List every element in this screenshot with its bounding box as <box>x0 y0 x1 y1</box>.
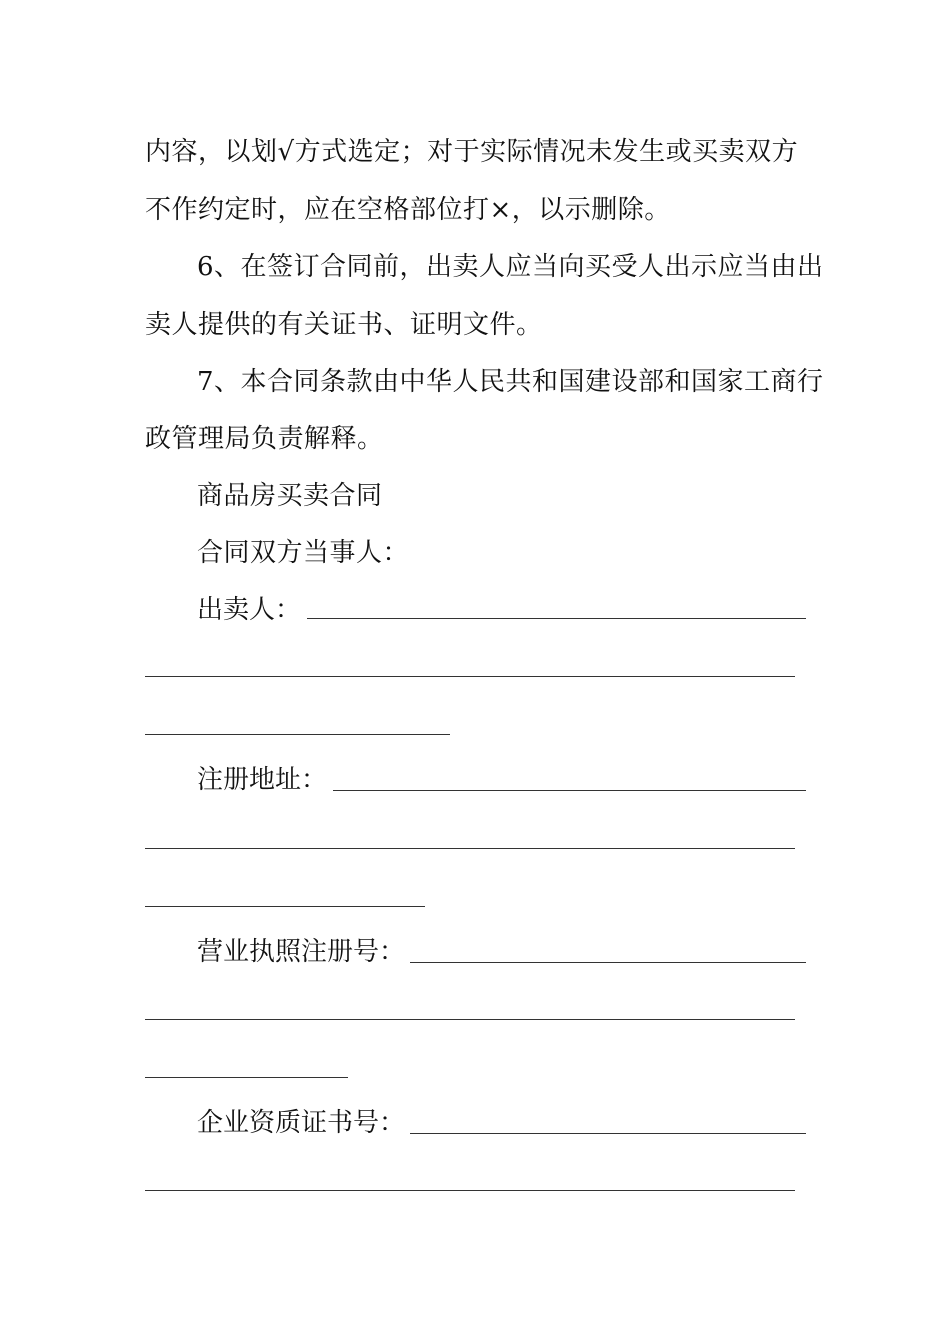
qualification-certificate-label: 企业资质证书号： <box>197 1108 406 1138</box>
paragraph-6-line-2: 卖人提供的有关证书、证明文件。 <box>145 310 543 340</box>
business-license-blank-line-3[interactable] <box>145 1077 348 1078</box>
business-license-blank-line-2[interactable] <box>145 1019 795 1020</box>
seller-blank-line-1[interactable] <box>307 618 806 619</box>
business-license-blank-line-1[interactable] <box>410 962 806 963</box>
parties-heading: 合同双方当事人： <box>197 538 410 568</box>
paragraph-6-line-1: 6、在签订合同前，出卖人应当向买受人出示应当由出 <box>197 252 824 282</box>
registered-address-blank-line-3[interactable] <box>145 906 425 907</box>
business-license-label: 营业执照注册号： <box>197 937 406 967</box>
registered-address-blank-line-2[interactable] <box>145 848 795 849</box>
qualification-certificate-blank-line-1[interactable] <box>410 1133 806 1134</box>
registered-address-label: 注册地址： <box>197 765 328 795</box>
seller-label: 出卖人： <box>197 595 302 625</box>
registered-address-blank-line-1[interactable] <box>333 790 806 791</box>
paragraph-5-continuation-line-1: 内容，以划√方式选定；对于实际情况未发生或买卖双方 <box>145 137 799 167</box>
paragraph-7-line-2: 政管理局负责解释。 <box>145 424 384 454</box>
paragraph-5-continuation-line-2: 不作约定时，应在空格部位打×，以示删除。 <box>145 195 671 225</box>
seller-blank-line-3[interactable] <box>145 734 450 735</box>
qualification-certificate-blank-line-2[interactable] <box>145 1190 795 1191</box>
paragraph-7-line-1: 7、本合同条款由中华人民共和国建设部和国家工商行 <box>197 367 824 397</box>
seller-blank-line-2[interactable] <box>145 676 795 677</box>
contract-title: 商品房买卖合同 <box>197 481 383 511</box>
